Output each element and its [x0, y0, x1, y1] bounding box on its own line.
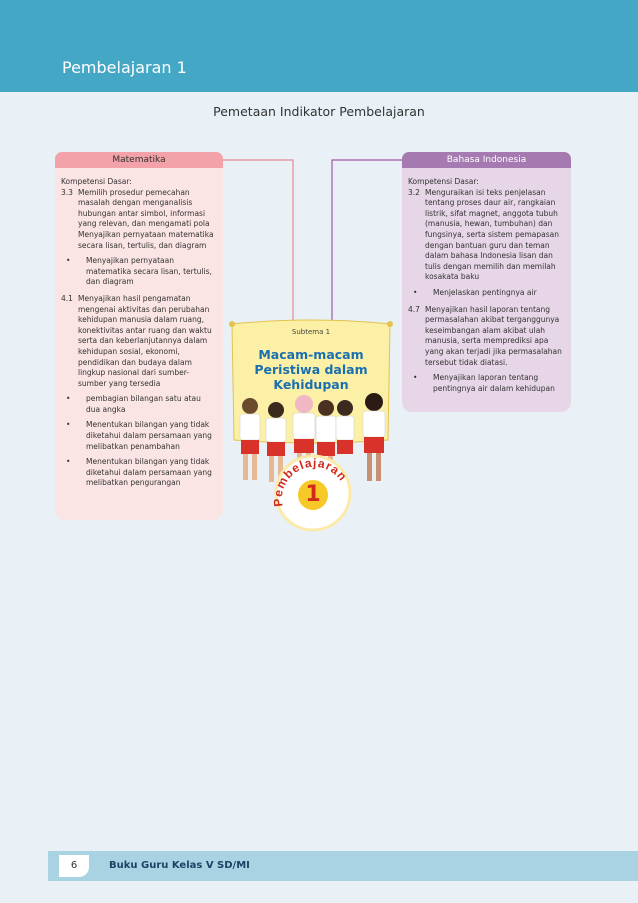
indicator-item: • pembagian bilangan satu atau dua angka — [66, 394, 201, 414]
indicator-item: • Menjelaskan pentingnya air — [413, 287, 537, 297]
header-title: Pembelajaran 1 — [62, 58, 187, 77]
footer-text: Buku Guru Kelas V SD/MI — [109, 860, 250, 871]
kd-text: Menyajikan hasil laporan tentang permasalahan akibat terganggunya keseimbangan alam akibat ulah manusia, serta memprediksi apa yang akan terjadi jika permasalahan tersebut tidak diatasi. — [425, 304, 562, 367]
indicator-item: • Menentukan bilangan yang tidak diketahui dalam persamaan yang melibatkan pengurangan — [66, 457, 212, 488]
subtema-label: Subtema 1 — [291, 328, 331, 336]
kd-label: Kompetensi Dasar: — [408, 177, 479, 186]
indicator-item: • Menentukan bilangan yang tidak diketahui dalam persamaan yang melibatkan penambahan — [66, 420, 212, 451]
indicator-item: • Menyajikan laporan tentang pentingnya air dalam kehidupan — [413, 373, 555, 393]
kd-number: 4.7 — [408, 304, 420, 314]
kd-text: Menguraikan isi teks penjelasan tentang proses daur air, rangkaian listrik, sifat magnet, anggota tubuh (manusia, hewan, tumbuhan) dan fungsinya, serta sistem pemapasan dengan bantuan guru dan teman dalam bahasa Indonesia lisan dan tulis dengan memilih dan memilah kosakata baku — [425, 187, 560, 282]
page-number: 6 — [59, 855, 89, 877]
matematika-heading: Matematika — [55, 152, 223, 168]
page-title: Pemetaan Indikator Pembelajaran — [213, 104, 425, 119]
kd-number: 3.3 — [61, 187, 73, 197]
subtema-title: Macam-macam Peristiwa dalam Kehidupan — [254, 347, 368, 392]
kd-number: 4.1 — [61, 293, 73, 303]
badge-word: Pembelajaran — [270, 455, 351, 508]
indicator-item: • Menyajikan pernyataan matematika secara lisan, tertulis, dan diagram — [66, 256, 212, 287]
bahasa-heading: Bahasa Indonesia — [402, 152, 571, 168]
kd-label: Kompetensi Dasar: — [61, 177, 132, 186]
badge-number: 1 — [305, 482, 321, 507]
kd-text: Menyajikan hasil pengamatan mengenai aktivitas dan perubahan kehidupan manusia dalam ruang, konektivitas antar ruang dan waktu serta dan keberlanjutannya dalam kehidupan sosial, ekonomi, pendidikan dan budaya dalam lingkup nasional dari sumber-sumber yang tersedia — [78, 293, 212, 388]
kd-number: 3.2 — [408, 187, 420, 197]
kd-text: Memilih prosedur pemecahan masalah dengan menganalisis hubungan antar simbol, informasi yang relevan, dan mengamati pola Menyajikan pernyataan matematika secara lisan, tertulis, dan diagram — [78, 187, 214, 250]
